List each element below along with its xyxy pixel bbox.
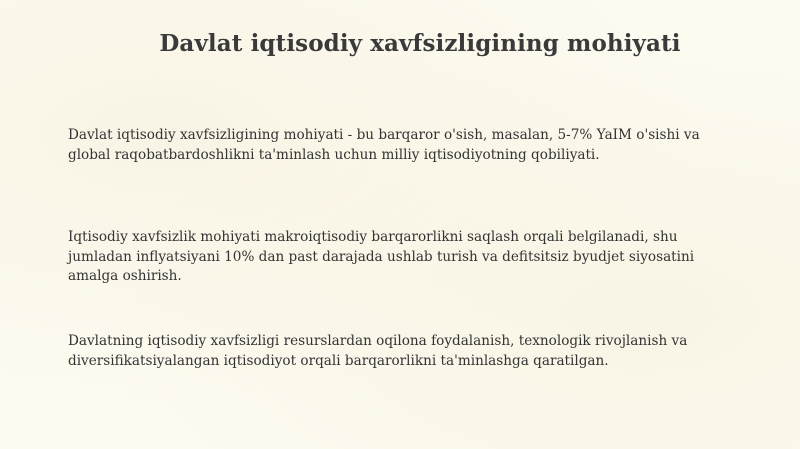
- paragraph-resources: Davlatning iqtisodiy xavfsizligi resurslardan oqilona foydalanish, texnologik rivojlanish va diversifikatsiyalangan iqtisodiyot orqali barqarorlikni ta'minlashga qaratilgan.: [68, 333, 688, 369]
- slide-title: Davlat iqtisodiy xavfsizligining mohiyati: [159, 30, 681, 57]
- paragraph-essence: Davlat iqtisodiy xavfsizligining mohiyati - bu barqaror o'sish, masalan, 5-7% YaIM o'sishi va global raqobatbardoshlikni ta'minlash uchun milliy iqtisodiyotning qobiliyati.: [68, 127, 700, 163]
- paragraph-macro-stability: Iqtisodiy xavfsizlik mohiyati makroiqtisodiy barqarorlikni saqlash orqali belgilanadi, shu jumladan inflyatsiyani 10% dan past darajada ushlab turish va defitsitsiz byudjet siyosatini amalga oshirish.: [68, 229, 695, 284]
